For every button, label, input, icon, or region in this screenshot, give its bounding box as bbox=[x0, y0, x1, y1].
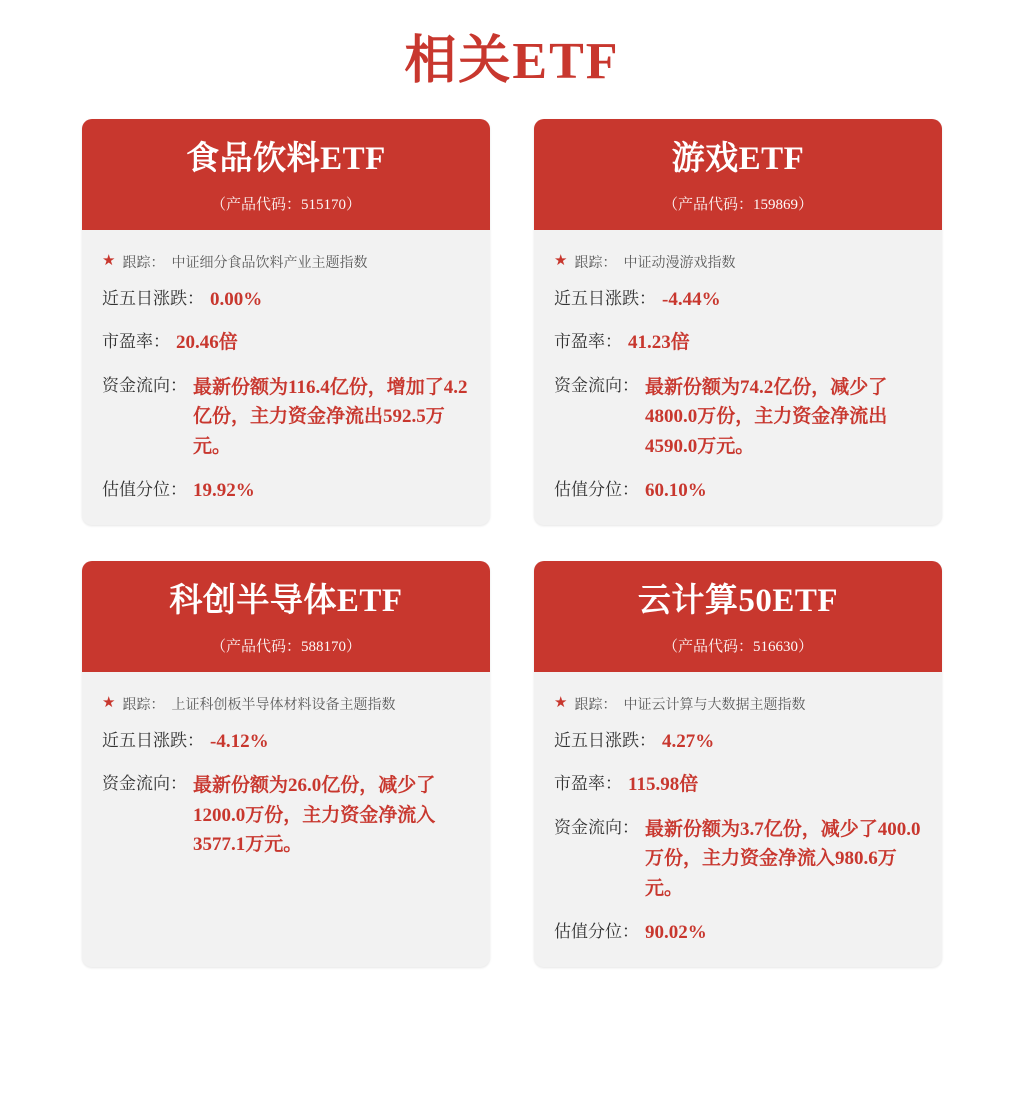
pe-ratio-label: 市盈率： bbox=[102, 332, 170, 352]
fund-flow-row bbox=[102, 373, 470, 461]
code-suffix: ） bbox=[346, 196, 362, 213]
fund-flow-label: 资金流向： bbox=[102, 376, 187, 396]
pe-ratio-value: 20.46倍 bbox=[176, 332, 238, 354]
fund-flow-value: 最新份额为3.7亿份，减少了400.0万份，主力资金净流入980.6万元。 bbox=[645, 818, 921, 899]
etf-card-header bbox=[534, 561, 942, 672]
etf-card[interactable] bbox=[534, 119, 942, 525]
valuation-percentile-row bbox=[554, 477, 922, 505]
etf-card-header bbox=[82, 561, 490, 672]
etf-code bbox=[92, 635, 480, 656]
five-day-change-row bbox=[554, 728, 922, 756]
pe-ratio-label: 市盈率： bbox=[554, 332, 622, 352]
etf-card-header bbox=[534, 119, 942, 230]
etf-code bbox=[544, 635, 932, 656]
tracking-index-row bbox=[102, 688, 470, 728]
etf-name: 云计算50ETF bbox=[637, 582, 839, 619]
etf-card[interactable] bbox=[534, 561, 942, 967]
etf-name: 游戏ETF bbox=[671, 141, 805, 177]
valuation-percentile-value: 19.92% bbox=[193, 480, 255, 502]
star-icon: ★ bbox=[554, 253, 568, 270]
fund-flow-row bbox=[102, 771, 470, 859]
code-value: 516630 bbox=[753, 638, 798, 655]
etf-card[interactable] bbox=[82, 119, 490, 525]
etf-name: 食品饮料ETF bbox=[186, 141, 386, 177]
tracking-label: 跟踪： bbox=[574, 255, 617, 271]
pe-ratio-value: 41.23倍 bbox=[628, 332, 690, 354]
fund-flow-value: 最新份额为26.0亿份，减少了1200.0万份，主力资金净流入3577.1万元。 bbox=[193, 775, 436, 856]
five-day-change-row bbox=[102, 728, 470, 756]
fund-flow-label: 资金流向： bbox=[554, 376, 639, 396]
five-day-change-value: -4.12% bbox=[210, 730, 269, 752]
etf-card-body bbox=[82, 672, 490, 967]
tracking-index-row bbox=[554, 688, 922, 728]
code-prefix: （产品代码： bbox=[210, 196, 301, 213]
code-value: 515170 bbox=[301, 196, 346, 213]
five-day-change-value: 0.00% bbox=[210, 288, 263, 310]
etf-code bbox=[544, 193, 932, 214]
valuation-percentile-value: 60.10% bbox=[645, 480, 707, 502]
fund-flow-row bbox=[554, 815, 922, 903]
valuation-percentile-row bbox=[554, 919, 922, 947]
valuation-percentile-label: 估值分位： bbox=[554, 922, 639, 942]
tracking-value: 中证细分食品饮料产业主题指数 bbox=[171, 255, 368, 271]
valuation-percentile-label: 估值分位： bbox=[554, 480, 639, 500]
etf-code bbox=[92, 193, 480, 214]
fund-flow-label: 资金流向： bbox=[102, 774, 187, 794]
five-day-change-label: 近五日涨跌： bbox=[554, 288, 656, 308]
valuation-percentile-label: 估值分位： bbox=[102, 480, 187, 500]
tracking-value: 上证科创板半导体材料设备主题指数 bbox=[171, 697, 396, 713]
five-day-change-label: 近五日涨跌： bbox=[102, 288, 204, 308]
etf-card-header bbox=[82, 119, 490, 230]
fund-flow-value: 最新份额为74.2亿份，减少了4800.0万份，主力资金净流出4590.0万元。 bbox=[645, 377, 888, 457]
fund-flow-row bbox=[554, 373, 922, 461]
etf-card[interactable] bbox=[82, 561, 490, 967]
code-prefix: （产品代码： bbox=[662, 638, 753, 655]
tracking-value: 中证动漫游戏指数 bbox=[623, 255, 736, 271]
star-icon: ★ bbox=[102, 695, 116, 712]
etf-card-body bbox=[534, 672, 942, 967]
star-icon: ★ bbox=[102, 253, 116, 270]
tracking-label: 跟踪： bbox=[122, 697, 165, 713]
fund-flow-value: 最新份额为116.4亿份，增加了4.2亿份，主力资金净流出592.5万元。 bbox=[193, 377, 468, 457]
valuation-percentile-row bbox=[102, 477, 470, 505]
star-icon: ★ bbox=[554, 695, 568, 712]
five-day-change-label: 近五日涨跌： bbox=[554, 730, 656, 750]
fund-flow-label: 资金流向： bbox=[554, 817, 639, 837]
etf-name: 科创半导体ETF bbox=[169, 582, 403, 619]
five-day-change-value: -4.44% bbox=[662, 288, 721, 310]
etf-card-body bbox=[534, 230, 942, 525]
page-title: 相关ETF bbox=[404, 33, 620, 90]
tracking-index-row bbox=[554, 246, 922, 286]
pe-ratio-row bbox=[102, 329, 470, 357]
pe-ratio-row bbox=[554, 329, 922, 357]
code-prefix: （产品代码： bbox=[662, 196, 753, 213]
code-suffix: ） bbox=[798, 638, 814, 655]
code-value: 159869 bbox=[753, 196, 798, 213]
tracking-label: 跟踪： bbox=[574, 697, 617, 713]
code-suffix: ） bbox=[346, 638, 362, 655]
pe-ratio-label: 市盈率： bbox=[554, 774, 622, 794]
code-prefix: （产品代码： bbox=[210, 638, 301, 655]
code-value: 588170 bbox=[301, 638, 346, 655]
pe-ratio-row bbox=[554, 771, 922, 799]
five-day-change-row bbox=[102, 286, 470, 314]
tracking-value: 中证云计算与大数据主题指数 bbox=[623, 697, 806, 713]
etf-card-grid bbox=[0, 119, 1024, 967]
five-day-change-value: 4.27% bbox=[662, 730, 715, 752]
tracking-index-row bbox=[102, 246, 470, 286]
tracking-label: 跟踪： bbox=[122, 255, 165, 271]
code-suffix: ） bbox=[798, 196, 814, 213]
five-day-change-label: 近五日涨跌： bbox=[102, 730, 204, 750]
etf-card-body bbox=[82, 230, 490, 525]
five-day-change-row bbox=[554, 286, 922, 314]
valuation-percentile-value: 90.02% bbox=[645, 922, 707, 944]
pe-ratio-value: 115.98倍 bbox=[628, 774, 699, 796]
